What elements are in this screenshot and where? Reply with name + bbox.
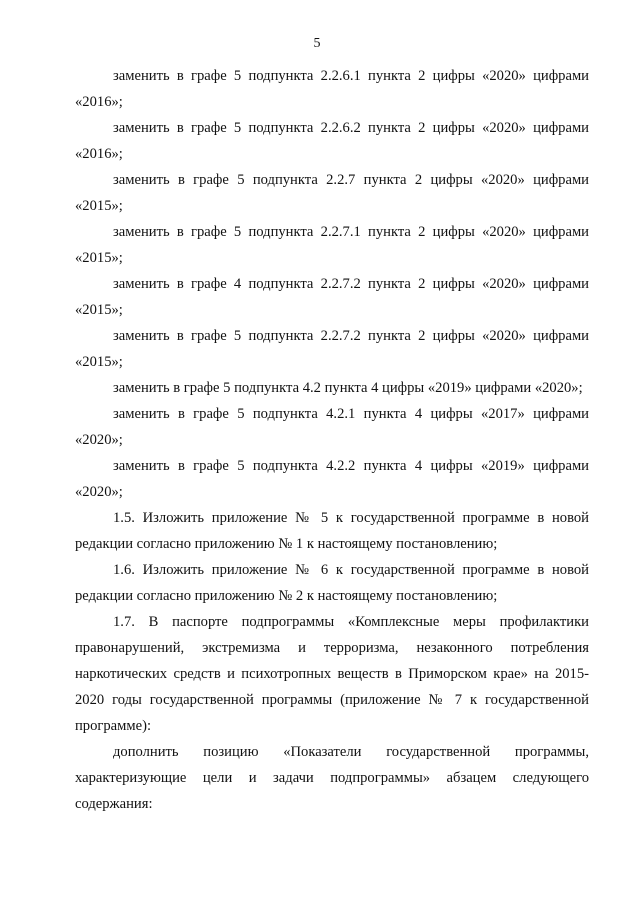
document-body (75, 63, 589, 817)
paragraph-replace-4-2-2: заменить в графе 5 подпункта 4.2.2 пункта 4 цифры «2019» цифрами «2020»; (75, 458, 589, 500)
paragraph-replace-4-2: заменить в графе 5 подпункта 4.2 пункта 4 цифры «2019» цифрами «2020»; (113, 380, 583, 396)
paragraph-replace-2-2-7-2-col5: заменить в графе 5 подпункта 2.2.7.2 пункта 2 цифры «2020» цифрами «2015»; (75, 328, 589, 370)
paragraph-item-1-7: 1.7. В паспорте подпрограммы «Комплексные меры профилактики правонарушений, экстремизма и терроризма, незаконного потребления наркотических средств и психотропных веществ в Приморском крае» на 2015-2020 годы государственной программы (приложение № 7 к государственной программе): (75, 614, 589, 734)
paragraph-replace-2-2-7-1: заменить в графе 5 подпункта 2.2.7.1 пункта 2 цифры «2020» цифрами «2015»; (75, 224, 589, 266)
paragraph-replace-2-2-6-2: заменить в графе 5 подпункта 2.2.6.2 пункта 2 цифры «2020» цифрами «2016»; (75, 120, 589, 162)
paragraph-item-1-5: 1.5. Изложить приложение № 5 к государственной программе в новой редакции согласно приложению № 1 к настоящему постановлению; (75, 510, 589, 552)
paragraph-replace-2-2-7-2-col4: заменить в графе 4 подпункта 2.2.7.2 пункта 2 цифры «2020» цифрами «2015»; (75, 276, 589, 318)
paragraph-replace-4-2-1: заменить в графе 5 подпункта 4.2.1 пункта 4 цифры «2017» цифрами «2020»; (75, 406, 589, 448)
page-number: 5 (313, 36, 321, 51)
paragraph-replace-2-2-7: заменить в графе 5 подпункта 2.2.7 пункта 2 цифры «2020» цифрами «2015»; (75, 172, 589, 214)
paragraph-replace-2-2-6-1: заменить в графе 5 подпункта 2.2.6.1 пункта 2 цифры «2020» цифрами «2016»; (75, 68, 589, 110)
paragraph-item-1-6: 1.6. Изложить приложение № 6 к государственной программе в новой редакции согласно приложению № 2 к настоящему постановлению; (75, 562, 589, 604)
paragraph-supplement-position: дополнить позицию «Показатели государственной программы, характеризующие цели и задачи подпрограммы» абзацем следующего содержания: (75, 744, 589, 812)
